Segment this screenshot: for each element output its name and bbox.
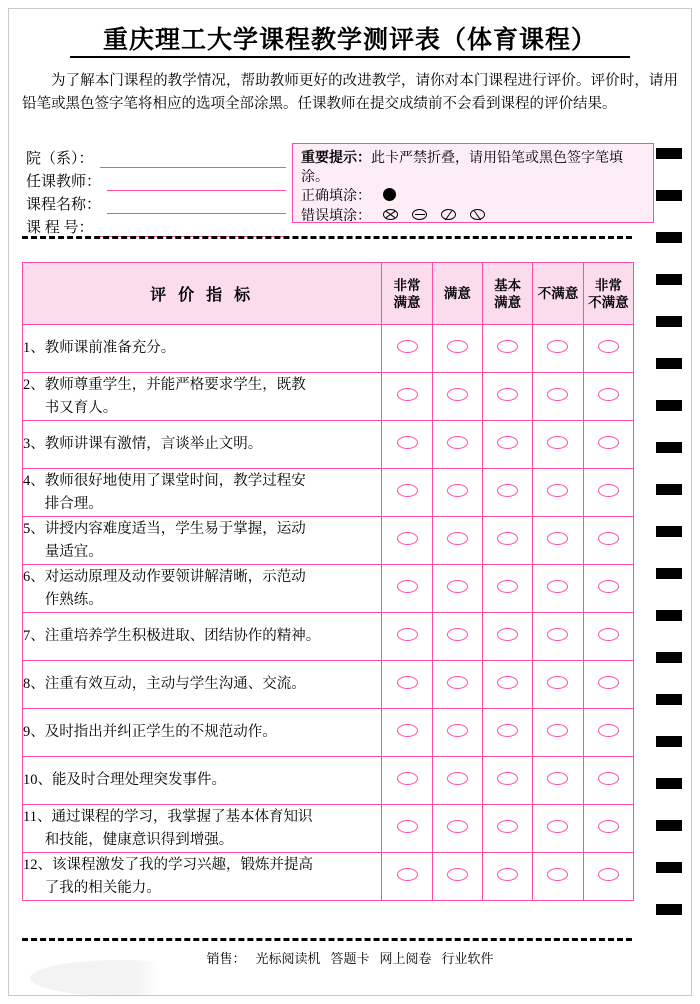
question-text-4	[23, 469, 382, 517]
footer-lead: 销售：	[206, 951, 246, 966]
question-line1: 8、注重有效互动，主动与学生沟通、交流。	[23, 676, 306, 692]
timing-mark	[656, 820, 682, 831]
timing-mark	[656, 652, 682, 663]
bubble-cell-q2-opt5[interactable]	[583, 373, 633, 421]
answer-bubble[interactable]	[598, 436, 619, 449]
answer-bubble[interactable]	[598, 772, 619, 785]
question-text-12	[23, 853, 382, 901]
footer-item-3: 行业软件	[441, 951, 494, 966]
header-option-3	[533, 263, 583, 325]
info-row-department	[26, 145, 286, 168]
question-line1: 6、对运动原理及动作要领讲解清晰，示范动	[23, 568, 306, 585]
header-option-0	[382, 263, 432, 325]
dash-bubble-icon	[412, 209, 427, 220]
answer-bubble[interactable]	[497, 340, 518, 353]
timing-mark	[656, 442, 682, 453]
footer-item-2: 网上阅卷	[379, 951, 432, 966]
notice-wrong-label: 错误填涂：	[301, 208, 371, 224]
important-notice-box	[292, 143, 654, 223]
timing-mark	[656, 694, 682, 705]
answer-bubble[interactable]	[447, 676, 468, 689]
question-line2: 了我的相关能力。	[44, 879, 161, 896]
bubble-cell-q12-opt2[interactable]	[432, 853, 482, 901]
bubble-cell-q6-opt4[interactable]	[533, 565, 583, 613]
bubble-cell-q2-opt2[interactable]	[432, 373, 482, 421]
bubble-cell-q5-opt1[interactable]	[382, 517, 432, 565]
bubble-cell-q9-opt5[interactable]	[583, 709, 633, 757]
table-row	[23, 325, 634, 373]
bubble-cell-q4-opt5[interactable]	[583, 469, 633, 517]
bubble-cell-q10-opt1[interactable]	[382, 757, 432, 805]
header-indicator: 评 价 指 标	[23, 263, 382, 325]
answer-bubble[interactable]	[598, 484, 619, 497]
answer-bubble[interactable]	[447, 484, 468, 497]
header-option-0-line2: 满意	[393, 294, 421, 310]
header-option-2-line2: 满意	[494, 294, 522, 310]
answer-bubble[interactable]	[547, 868, 568, 881]
bubble-cell-q11-opt4[interactable]	[533, 805, 583, 853]
info-label-course-code: 课 程 号：	[26, 220, 94, 236]
info-block	[26, 145, 286, 237]
notice-heading	[293, 144, 653, 187]
timing-mark	[656, 316, 682, 327]
table-body	[23, 325, 634, 901]
answer-bubble[interactable]	[547, 724, 568, 737]
answer-bubble[interactable]	[397, 676, 418, 689]
bubble-cell-q4-opt2[interactable]	[432, 469, 482, 517]
table-row	[23, 613, 634, 661]
answer-bubble[interactable]	[547, 580, 568, 593]
question-line1: 1、教师课前准备充分。	[23, 340, 176, 356]
answer-bubble[interactable]	[497, 532, 518, 545]
info-label-department: 院（系）：	[26, 151, 94, 167]
answer-bubble[interactable]	[447, 628, 468, 641]
bubble-cell-q1-opt3[interactable]	[483, 325, 533, 373]
bubble-cell-q9-opt3[interactable]	[483, 709, 533, 757]
backslash-bubble-icon	[470, 209, 485, 220]
answer-bubble[interactable]	[447, 772, 468, 785]
notice-row-correct	[301, 185, 647, 204]
question-text-7	[23, 613, 382, 661]
question-text-6	[23, 565, 382, 613]
info-label-course-name: 课程名称：	[26, 197, 102, 213]
slash-bubble-icon	[441, 209, 456, 220]
question-text-10	[23, 757, 382, 805]
answer-bubble[interactable]	[447, 580, 468, 593]
bubble-cell-q8-opt1[interactable]	[382, 661, 432, 709]
question-line1: 5、讲授内容难度适当，学生易于掌握，运动	[23, 520, 306, 537]
table-row	[23, 373, 634, 421]
question-line1: 11、通过课程的学习，我掌握了基本体育知识	[23, 808, 313, 825]
intro-paragraph	[22, 70, 678, 116]
timing-mark	[656, 610, 682, 621]
notice-mark-examples	[301, 185, 647, 225]
bubble-cell-q6-opt1[interactable]	[382, 565, 432, 613]
info-input-teacher[interactable]	[107, 174, 286, 191]
answer-bubble[interactable]	[397, 388, 418, 401]
bubble-cell-q6-opt2[interactable]	[432, 565, 482, 613]
bubble-cell-q5-opt3[interactable]	[483, 517, 533, 565]
answer-bubble[interactable]	[598, 868, 619, 881]
bubble-cell-q3-opt3[interactable]	[483, 421, 533, 469]
table-row	[23, 757, 634, 805]
bubble-cell-q8-opt5[interactable]	[583, 661, 633, 709]
header-option-4-line1: 非常	[594, 277, 622, 293]
notice-heading-text: 此卡严禁折叠，请用铅笔或黑色签字笔填涂。	[301, 151, 623, 185]
bubble-cell-q2-opt3[interactable]	[483, 373, 533, 421]
bubble-cell-q1-opt2[interactable]	[432, 325, 482, 373]
header-option-4	[583, 263, 633, 325]
cross-bubble-icon	[383, 209, 398, 220]
question-text-1	[23, 325, 382, 373]
answer-bubble[interactable]	[497, 580, 518, 593]
info-row-course-code	[26, 214, 286, 237]
answer-bubble[interactable]	[497, 868, 518, 881]
title-underline	[70, 56, 630, 58]
answer-bubble[interactable]	[598, 580, 619, 593]
question-line1: 7、注重培养学生积极进取、团结协作的精神。	[23, 628, 321, 644]
table-row	[23, 565, 634, 613]
bubble-cell-q1-opt1[interactable]	[382, 325, 432, 373]
info-input-course-name[interactable]	[107, 197, 286, 214]
answer-bubble[interactable]	[547, 820, 568, 833]
answer-bubble[interactable]	[547, 388, 568, 401]
question-line1: 12、该课程激发了我的学习兴趣，锻炼并提高	[23, 856, 313, 873]
bubble-cell-q4-opt3[interactable]	[483, 469, 533, 517]
timing-mark	[656, 400, 682, 411]
answer-bubble[interactable]	[397, 724, 418, 737]
question-line2: 书又育人。	[44, 399, 118, 416]
answer-bubble[interactable]	[447, 436, 468, 449]
answer-bubble[interactable]	[497, 436, 518, 449]
bubble-cell-q12-opt1[interactable]	[382, 853, 432, 901]
bubble-cell-q12-opt5[interactable]	[583, 853, 633, 901]
answer-bubble[interactable]	[397, 532, 418, 545]
bubble-cell-q1-opt5[interactable]	[583, 325, 633, 373]
answer-bubble[interactable]	[397, 820, 418, 833]
info-row-teacher	[26, 168, 286, 191]
timing-mark	[656, 358, 682, 369]
bubble-cell-q8-opt2[interactable]	[432, 661, 482, 709]
bubble-cell-q6-opt3[interactable]	[483, 565, 533, 613]
answer-bubble[interactable]	[447, 532, 468, 545]
header-option-4-line2: 不满意	[588, 294, 629, 310]
bubble-cell-q11-opt5[interactable]	[583, 805, 633, 853]
bubble-cell-q2-opt1[interactable]	[382, 373, 432, 421]
answer-bubble[interactable]	[497, 388, 518, 401]
answer-bubble[interactable]	[447, 820, 468, 833]
bubble-cell-q4-opt1[interactable]	[382, 469, 432, 517]
answer-bubble[interactable]	[547, 436, 568, 449]
answer-bubble[interactable]	[397, 772, 418, 785]
answer-bubble[interactable]	[497, 772, 518, 785]
bubble-cell-q10-opt5[interactable]	[583, 757, 633, 805]
answer-bubble[interactable]	[447, 388, 468, 401]
answer-bubble[interactable]	[547, 484, 568, 497]
footer-item-0: 光标阅读机	[255, 951, 321, 966]
watermark	[30, 960, 210, 996]
answer-bubble[interactable]	[397, 628, 418, 641]
top-dashed-separator	[22, 236, 632, 239]
question-line2: 和技能，健康意识得到增强。	[44, 831, 234, 848]
header-option-2-line1: 基本	[494, 277, 522, 293]
answer-bubble[interactable]	[547, 628, 568, 641]
bubble-cell-q7-opt2[interactable]	[432, 613, 482, 661]
answer-bubble[interactable]	[598, 676, 619, 689]
bubble-cell-q10-opt4[interactable]	[533, 757, 583, 805]
bubble-cell-q3-opt4[interactable]	[533, 421, 583, 469]
timing-mark	[656, 526, 682, 537]
bubble-cell-q4-opt4[interactable]	[533, 469, 583, 517]
notice-heading-label: 重要提示：	[301, 151, 371, 166]
bubble-cell-q1-opt4[interactable]	[533, 325, 583, 373]
question-text-11	[23, 805, 382, 853]
bubble-cell-q11-opt1[interactable]	[382, 805, 432, 853]
bubble-cell-q11-opt3[interactable]	[483, 805, 533, 853]
answer-bubble[interactable]	[447, 724, 468, 737]
answer-bubble[interactable]	[447, 868, 468, 881]
timing-mark	[656, 190, 682, 201]
question-line1: 9、及时指出并纠正学生的不规范动作。	[23, 724, 277, 740]
question-line1: 2、教师尊重学生，并能严格要求学生，既教	[23, 376, 306, 393]
question-line1: 4、教师很好地使用了课堂时间，教学过程安	[23, 472, 306, 489]
table-row	[23, 421, 634, 469]
bubble-cell-q3-opt2[interactable]	[432, 421, 482, 469]
question-line1: 10、能及时合理处理突发事件。	[23, 772, 226, 788]
answer-bubble[interactable]	[598, 340, 619, 353]
question-line2: 作熟练。	[44, 591, 103, 608]
answer-bubble[interactable]	[397, 436, 418, 449]
table-row	[23, 853, 634, 901]
answer-bubble[interactable]	[497, 820, 518, 833]
answer-bubble[interactable]	[598, 388, 619, 401]
page-title: 重庆理工大学课程教学测评表（体育课程）	[102, 27, 597, 54]
bubble-cell-q9-opt2[interactable]	[432, 709, 482, 757]
answer-bubble[interactable]	[397, 484, 418, 497]
question-text-9	[23, 709, 382, 757]
evaluation-table	[22, 262, 634, 901]
table-row	[23, 709, 634, 757]
bubble-cell-q7-opt4[interactable]	[533, 613, 583, 661]
header-option-0-line1: 非常	[393, 277, 421, 293]
question-line2: 排合理。	[44, 495, 103, 512]
table-row	[23, 805, 634, 853]
question-text-5	[23, 517, 382, 565]
bubble-cell-q12-opt4[interactable]	[533, 853, 583, 901]
timing-mark	[656, 862, 682, 873]
answer-bubble[interactable]	[397, 580, 418, 593]
notice-correct-label: 正确填涂：	[301, 188, 371, 204]
bubble-cell-q7-opt1[interactable]	[382, 613, 432, 661]
info-row-course-name	[26, 191, 286, 214]
answer-bubble[interactable]	[497, 628, 518, 641]
timing-mark	[656, 484, 682, 495]
bubble-cell-q5-opt5[interactable]	[583, 517, 633, 565]
answer-bubble[interactable]	[547, 676, 568, 689]
question-text-3	[23, 421, 382, 469]
timing-mark	[656, 568, 682, 579]
answer-bubble[interactable]	[547, 532, 568, 545]
answer-bubble[interactable]	[397, 868, 418, 881]
answer-bubble[interactable]	[397, 340, 418, 353]
bubble-cell-q8-opt4[interactable]	[533, 661, 583, 709]
bubble-cell-q6-opt5[interactable]	[583, 565, 633, 613]
answer-bubble[interactable]	[447, 340, 468, 353]
bubble-cell-q9-opt1[interactable]	[382, 709, 432, 757]
question-line2: 量适宜。	[44, 543, 103, 560]
question-text-8	[23, 661, 382, 709]
bubble-cell-q11-opt2[interactable]	[432, 805, 482, 853]
header-option-3-line1: 不满意	[537, 286, 579, 301]
info-input-course-code[interactable]	[100, 220, 286, 237]
timing-mark	[656, 904, 682, 915]
header-option-1	[432, 263, 482, 325]
table-row	[23, 517, 634, 565]
header-option-1-line1: 满意	[443, 286, 471, 301]
answer-bubble[interactable]	[598, 724, 619, 737]
answer-bubble[interactable]	[497, 676, 518, 689]
question-line1: 3、教师讲课有激情，言谈举止文明。	[23, 436, 263, 452]
wrong-mark-group	[383, 209, 485, 220]
bottom-dashed-separator	[22, 938, 632, 941]
bubble-cell-q10-opt2[interactable]	[432, 757, 482, 805]
bubble-cell-q10-opt3[interactable]	[483, 757, 533, 805]
bubble-cell-q3-opt1[interactable]	[382, 421, 432, 469]
bubble-cell-q9-opt4[interactable]	[533, 709, 583, 757]
bubble-cell-q3-opt5[interactable]	[583, 421, 633, 469]
intro-text: 为了解本门课程的教学情况，帮助教师更好的改进教学，请你对本门课程进行评价。评价时，请用铅笔或黑色签字笔将相应的选项全部涂黑。任课教师在提交成绩前不会看到课程的评价结果。	[22, 73, 678, 112]
filled-bubble-icon	[383, 188, 396, 201]
bubble-cell-q2-opt4[interactable]	[533, 373, 583, 421]
answer-bubble[interactable]	[497, 724, 518, 737]
table-header-row	[23, 263, 634, 325]
question-text-2	[23, 373, 382, 421]
timing-mark	[656, 148, 682, 159]
table-row	[23, 661, 634, 709]
answer-bubble[interactable]	[497, 484, 518, 497]
timing-mark	[656, 736, 682, 747]
info-input-department[interactable]	[100, 151, 286, 168]
answer-bubble[interactable]	[547, 340, 568, 353]
bubble-cell-q5-opt4[interactable]	[533, 517, 583, 565]
table-row	[23, 469, 634, 517]
footer-item-1: 答题卡	[330, 951, 370, 966]
notice-row-wrong	[301, 205, 647, 224]
bubble-cell-q5-opt2[interactable]	[432, 517, 482, 565]
answer-bubble[interactable]	[547, 772, 568, 785]
header-option-2	[483, 263, 533, 325]
bubble-cell-q12-opt3[interactable]	[483, 853, 533, 901]
timing-mark	[656, 232, 682, 243]
info-label-teacher: 任课教师：	[26, 174, 102, 190]
answer-bubble[interactable]	[598, 532, 619, 545]
bubble-cell-q7-opt3[interactable]	[483, 613, 533, 661]
bubble-cell-q7-opt5[interactable]	[583, 613, 633, 661]
timing-mark	[656, 274, 682, 285]
answer-bubble[interactable]	[598, 820, 619, 833]
answer-bubble[interactable]	[598, 628, 619, 641]
bubble-cell-q8-opt3[interactable]	[483, 661, 533, 709]
timing-mark	[656, 778, 682, 789]
correct-mark-group	[383, 188, 396, 201]
